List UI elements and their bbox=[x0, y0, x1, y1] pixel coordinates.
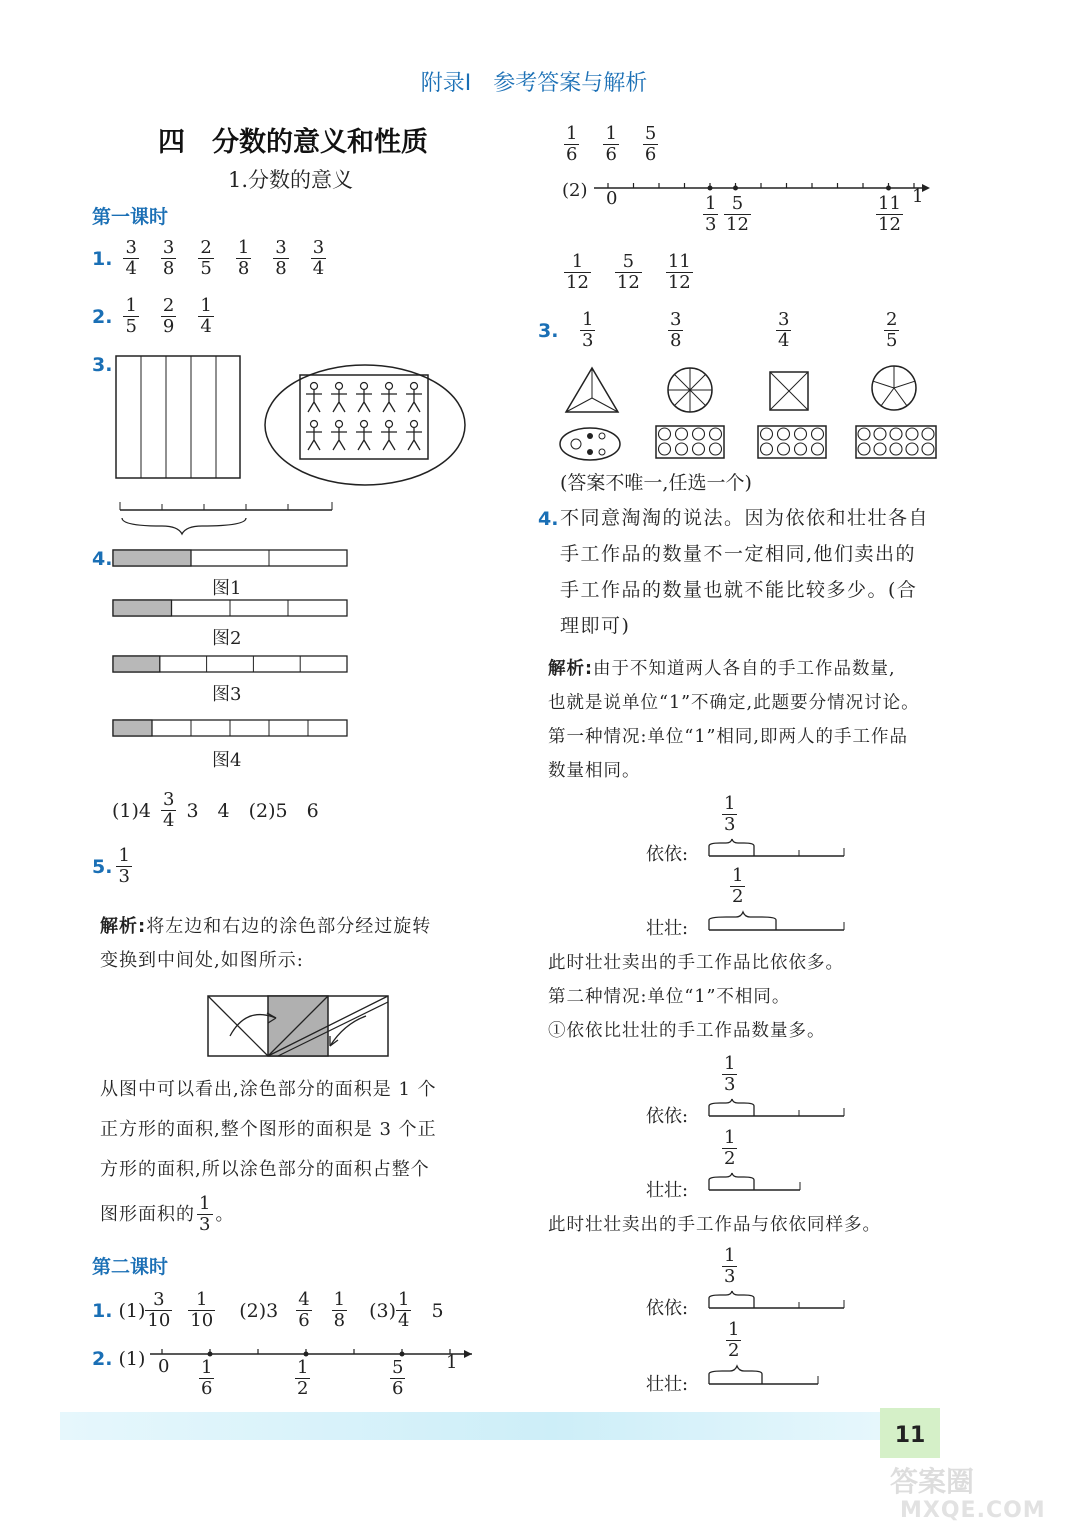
box-eight-circles-circle bbox=[676, 443, 688, 455]
person-body bbox=[406, 390, 422, 412]
q4r-line1: 不同意淘淘的说法。因为依依和壮壮各自 bbox=[560, 507, 930, 529]
q5-analysis-label: 解析: bbox=[100, 916, 147, 937]
q5-analysis-line3: 从图中可以看出,涂色部分的面积是 1 个 bbox=[100, 1079, 437, 1100]
q4r-analysis-line1: 由于不知道两人各自的手工作品数量, bbox=[593, 659, 896, 679]
box-eight-circles-circle bbox=[659, 443, 671, 455]
watermark-logo: 答案圈 bbox=[890, 1465, 975, 1498]
box-ten-circles-circle bbox=[922, 443, 934, 455]
q1-number: 1. bbox=[92, 247, 113, 270]
q4r-analysis-mid bbox=[548, 946, 958, 1048]
right-top-fracs bbox=[552, 124, 670, 165]
q4r-analysis-line4: 数量相同。 bbox=[548, 761, 641, 781]
person-body bbox=[356, 428, 372, 450]
numline2-zero: 0 bbox=[606, 188, 618, 209]
person-head bbox=[386, 383, 393, 390]
d1-yiyi-bar bbox=[706, 838, 848, 862]
numline2-point bbox=[886, 186, 891, 191]
q4-answer bbox=[112, 790, 319, 831]
box-eight-circles-circle bbox=[693, 443, 705, 455]
box-eight-circles bbox=[656, 426, 724, 458]
q1-fraction-6: $\frac{3}{4}$ bbox=[312, 237, 325, 279]
person-head bbox=[311, 383, 318, 390]
d1-yiyi-frac: $\frac{1}{3}$ bbox=[724, 793, 736, 835]
l2q2-part1: (1) bbox=[118, 1348, 146, 1370]
q1-fraction-4: $\frac{1}{8}$ bbox=[237, 237, 250, 279]
q3-diagram-people bbox=[262, 362, 468, 488]
person-body bbox=[306, 428, 322, 450]
q4-answer-part1: (1)4 bbox=[112, 799, 152, 822]
right-top-fractions bbox=[552, 124, 670, 165]
right-fraction-2-1: $\frac{1}{12}$ bbox=[566, 251, 589, 293]
q5-analysis-line4: 正方形的面积,整个图形的面积是 3 个正 bbox=[100, 1119, 437, 1140]
l2q1-number: 1. bbox=[92, 1299, 113, 1322]
l2q1-frac4: $\frac{1}{8}$ bbox=[333, 1289, 346, 1331]
person-body bbox=[356, 390, 372, 412]
d1-zhuang-frac: $\frac{1}{2}$ bbox=[732, 865, 744, 907]
d3-zhuang-bar bbox=[706, 1364, 824, 1390]
d3-zhuang-frac: $\frac{1}{2}$ bbox=[728, 1319, 740, 1361]
watermark-url: MXQE.COM bbox=[900, 1498, 1046, 1523]
q5-analysis-line5: 方形的面积,所以涂色部分的面积占整个 bbox=[100, 1159, 430, 1180]
q4-caption-1: 图1 bbox=[212, 578, 242, 599]
box-eight-circles-b-circle bbox=[778, 443, 790, 455]
person-body bbox=[406, 428, 422, 450]
footer-band bbox=[60, 1412, 880, 1440]
q4-bar-1 bbox=[113, 550, 347, 566]
q1-fraction-2: $\frac{3}{8}$ bbox=[162, 237, 175, 279]
numline2-point bbox=[733, 186, 738, 191]
q3r-number: 3. bbox=[538, 320, 559, 342]
right-fracs-2 bbox=[552, 252, 705, 293]
q4r-analysis-after1: 此时壮壮卖出的手工作品比依依多。 bbox=[548, 953, 844, 973]
q3r-frac-4: $\frac{2}{5}$ bbox=[886, 309, 898, 351]
l2q1-frac5: $\frac{1}{4}$ bbox=[398, 1289, 410, 1331]
q2-fraction-2: $\frac{2}{9}$ bbox=[162, 295, 175, 337]
box-ten-circles-circle bbox=[858, 443, 870, 455]
l2q1-frac2: $\frac{1}{10}$ bbox=[190, 1289, 214, 1331]
box-eight-circles-circle bbox=[710, 428, 722, 440]
l2q2-number-line bbox=[148, 1346, 480, 1406]
person-icon bbox=[356, 383, 372, 413]
person-body bbox=[381, 428, 397, 450]
q5-number: 5. bbox=[92, 855, 113, 878]
q4-bar-3 bbox=[113, 656, 347, 672]
q4-caption-2: 图2 bbox=[212, 628, 242, 649]
q4r-analysis bbox=[548, 652, 958, 788]
d3-yiyi-frac: $\frac{1}{3}$ bbox=[724, 1245, 736, 1287]
section-title: 1.分数的意义 bbox=[228, 168, 354, 192]
d3-yiyi-label: 依依: bbox=[646, 1298, 689, 1319]
l2q2-point bbox=[400, 1352, 405, 1357]
q4r-number: 4. bbox=[538, 508, 559, 530]
right-fraction-2-3: $\frac{11}{12}$ bbox=[667, 251, 691, 293]
box-ten-circles bbox=[856, 426, 936, 458]
box-ten-circles-circle bbox=[874, 428, 886, 440]
q4-answer-fraction: $\frac{3}{4}$ bbox=[163, 789, 175, 831]
q1-fraction-1: $\frac{3}{4}$ bbox=[125, 237, 137, 279]
q1-fraction-5: $\frac{3}{8}$ bbox=[275, 237, 287, 279]
page-header: 附录Ⅰ 参考答案与解析 bbox=[420, 71, 648, 96]
q4r-analysis-case2: 第二种情况:单位“1”不相同。 bbox=[548, 987, 791, 1007]
q1-row bbox=[92, 238, 337, 279]
l2q2-number: 2. bbox=[92, 1348, 113, 1370]
l2q1-part2: (2)3 bbox=[239, 1299, 279, 1322]
d2-zhuang-label: 壮壮: bbox=[646, 1180, 689, 1201]
box-eight-circles-circle bbox=[659, 428, 671, 440]
l2q2-label bbox=[92, 1342, 145, 1376]
q2-fraction-1: $\frac{1}{5}$ bbox=[125, 295, 137, 337]
q4r-analysis-after2: 此时壮壮卖出的手工作品与依依同样多。 bbox=[548, 1215, 881, 1235]
q4-bar-2 bbox=[113, 600, 347, 616]
person-icon bbox=[331, 383, 347, 413]
q4-bar-4 bbox=[113, 720, 347, 736]
l2q1-row bbox=[92, 1290, 444, 1331]
l2q1-part3: (3) bbox=[369, 1299, 397, 1322]
box-ten-circles-circle bbox=[922, 428, 934, 440]
q3-people-box bbox=[300, 375, 428, 459]
q2-fractions bbox=[112, 296, 224, 337]
q4r-line2: 手工作品的数量不一定相同,他们卖出的 bbox=[560, 543, 917, 565]
person-icon bbox=[306, 383, 322, 413]
person-icon bbox=[331, 421, 347, 451]
chapter-title: 四 分数的意义和性质 bbox=[158, 127, 428, 158]
d2-yiyi-label: 依依: bbox=[646, 1106, 689, 1127]
box-eight-circles-b bbox=[758, 426, 826, 458]
person-head bbox=[361, 383, 368, 390]
box-eight-circles-frame bbox=[656, 426, 724, 458]
person-icon bbox=[406, 383, 422, 413]
q5-analysis-line6: 图形面积的 bbox=[100, 1203, 195, 1225]
d1-zhuang-label: 壮壮: bbox=[646, 918, 689, 939]
l2q2-one: 1 bbox=[446, 1352, 458, 1373]
l2q2-point bbox=[208, 1352, 213, 1357]
l2q2-point bbox=[304, 1352, 309, 1357]
l2q2-mark-2: $\frac{1}{2}$ bbox=[297, 1357, 309, 1399]
l2q1-part1: (1) bbox=[118, 1299, 146, 1322]
box-ten-circles-circle bbox=[890, 443, 902, 455]
circle-eighths-shape bbox=[668, 368, 712, 412]
q4r-line4: 理即可) bbox=[560, 615, 631, 637]
box-eight-circles-circle bbox=[710, 443, 722, 455]
q5-row bbox=[92, 846, 142, 887]
q4r-analysis-line3: 第一种情况:单位“1”相同,即两人的手工作品 bbox=[548, 727, 908, 747]
q3-brace bbox=[122, 518, 246, 534]
box-ten-circles-circle bbox=[858, 428, 870, 440]
l2q1-frac1: $\frac{3}{10}$ bbox=[147, 1289, 171, 1331]
q3r-frac-2: $\frac{3}{8}$ bbox=[670, 309, 682, 351]
lesson-1-title: 第一课时 bbox=[92, 206, 169, 228]
right-fraction-2-2: $\frac{5}{12}$ bbox=[616, 251, 640, 293]
q3-number: 3. bbox=[92, 354, 113, 376]
numline2-point bbox=[708, 186, 713, 191]
q5-analysis-line2: 变换到中间处,如图所示: bbox=[100, 950, 304, 971]
d1-yiyi-label: 依依: bbox=[646, 844, 689, 865]
person-icon bbox=[381, 383, 397, 413]
q4-caption-3: 图3 bbox=[212, 684, 242, 705]
l2q2-mark-3: $\frac{5}{6}$ bbox=[392, 1357, 404, 1399]
box-ten-circles-circle bbox=[906, 428, 918, 440]
l2q2-arrow bbox=[464, 1350, 472, 1358]
person-icon bbox=[381, 421, 397, 451]
lesson-2-title: 第二课时 bbox=[92, 1256, 169, 1278]
box-eight-circles-circle bbox=[676, 428, 688, 440]
q3-rectangle bbox=[116, 356, 240, 478]
box-eight-circles-b-circle bbox=[812, 443, 824, 455]
circle-fifths-shape bbox=[872, 366, 916, 410]
q5-analysis-cont bbox=[100, 1070, 510, 1235]
box-eight-circles-b-circle bbox=[795, 428, 807, 440]
q2-number: 2. bbox=[92, 305, 113, 328]
numline2-mark-3: $\frac{11}{12}$ bbox=[878, 193, 901, 235]
box-eight-circles-circle bbox=[693, 428, 705, 440]
person-icon bbox=[406, 421, 422, 451]
l2q2-zero: 0 bbox=[158, 1356, 170, 1377]
q4r-analysis-label: 解析: bbox=[548, 659, 593, 679]
q3r-shapes bbox=[556, 364, 946, 464]
d1-zhuang-bar bbox=[706, 910, 848, 936]
box-eight-circles-b-circle bbox=[778, 428, 790, 440]
q5-fraction: $\frac{1}{3}$ bbox=[118, 845, 130, 887]
person-icon bbox=[306, 421, 322, 451]
q4-number: 4. bbox=[92, 548, 113, 570]
triangle-shape bbox=[566, 368, 618, 412]
l2q2-ticks bbox=[162, 1349, 450, 1357]
q3r-frac-1: $\frac{1}{3}$ bbox=[582, 309, 594, 351]
d3-yiyi-bar bbox=[706, 1290, 848, 1314]
person-body bbox=[331, 428, 347, 450]
q4-answer-part2: 3 4 (2)5 6 bbox=[186, 799, 319, 822]
q4r-line3: 手工作品的数量也就不能比较多少。(合 bbox=[560, 579, 918, 601]
person-head bbox=[336, 383, 343, 390]
d2-zhuang-frac: $\frac{1}{2}$ bbox=[724, 1127, 736, 1169]
q1-fraction-3: $\frac{2}{5}$ bbox=[200, 237, 212, 279]
person-head bbox=[411, 383, 418, 390]
numline2-mark-1: $\frac{1}{3}$ bbox=[705, 193, 717, 235]
person-head bbox=[386, 421, 393, 428]
right-top-fraction-2: $\frac{1}{6}$ bbox=[605, 123, 617, 165]
box-eight-circles-b-frame bbox=[758, 426, 826, 458]
q3r-note: (答案不唯一,任选一个) bbox=[560, 472, 752, 494]
person-body bbox=[331, 390, 347, 412]
q5-analysis-fraction: $\frac{1}{3}$ bbox=[199, 1193, 212, 1235]
box-eight-circles-b-circle bbox=[761, 443, 773, 455]
q4r-text bbox=[560, 500, 960, 644]
numline2-one: 1 bbox=[912, 186, 924, 207]
l2q1-part4: 5 bbox=[431, 1299, 444, 1322]
person-head bbox=[361, 421, 368, 428]
numline2-label: (2) bbox=[562, 180, 588, 201]
person-body bbox=[306, 390, 322, 412]
page-number: 11 bbox=[880, 1408, 940, 1458]
l2q2-mark-1: $\frac{1}{6}$ bbox=[201, 1357, 213, 1399]
person-icon bbox=[356, 421, 372, 451]
q4-caption-4: 图4 bbox=[212, 750, 242, 771]
box-eight-circles-b-circle bbox=[812, 428, 824, 440]
square-cross-shape bbox=[770, 372, 808, 410]
right-top-fraction-1: $\frac{1}{6}$ bbox=[566, 123, 578, 165]
oval-dots-shape bbox=[560, 428, 620, 460]
q5-analysis bbox=[100, 910, 510, 978]
q3r-frac-3: $\frac{3}{4}$ bbox=[778, 309, 790, 351]
d2-yiyi-frac: $\frac{1}{3}$ bbox=[724, 1053, 736, 1095]
box-ten-circles-circle bbox=[906, 443, 918, 455]
q3r-box-grids bbox=[656, 426, 936, 458]
d3-zhuang-label: 壮壮: bbox=[646, 1374, 689, 1395]
person-head bbox=[336, 421, 343, 428]
box-eight-circles-b-circle bbox=[761, 428, 773, 440]
q1-fractions bbox=[112, 238, 337, 279]
q4r-analysis-case2a: ①依依比壮壮的手工作品数量多。 bbox=[548, 1021, 826, 1041]
person-head bbox=[311, 421, 318, 428]
numline2-mark-2: $\frac{5}{12}$ bbox=[726, 193, 749, 235]
q5-rotation-diagram bbox=[206, 994, 390, 1058]
q5-analysis-line1: 将左边和右边的涂色部分经过旋转 bbox=[146, 916, 432, 937]
box-ten-circles-circle bbox=[890, 428, 902, 440]
box-ten-circles-circle bbox=[874, 443, 886, 455]
d2-yiyi-bar bbox=[706, 1098, 848, 1122]
q2-fraction-3: $\frac{1}{4}$ bbox=[200, 295, 212, 337]
q2-row bbox=[92, 296, 225, 337]
q4r-analysis-line2: 也就是说单位“1”不确定,此题要分情况讨论。 bbox=[548, 693, 920, 713]
box-eight-circles-b-circle bbox=[795, 443, 807, 455]
person-body bbox=[381, 390, 397, 412]
numline2-ticks bbox=[608, 183, 914, 191]
right-top-fraction-3: $\frac{5}{6}$ bbox=[644, 123, 657, 165]
l2q1-frac3: $\frac{4}{6}$ bbox=[298, 1289, 310, 1331]
right-fractions-2 bbox=[552, 252, 705, 293]
person-head bbox=[411, 421, 418, 428]
q3-people-group bbox=[306, 383, 422, 451]
q5-analysis-end: 。 bbox=[215, 1203, 235, 1225]
d2-zhuang-bar bbox=[706, 1172, 806, 1196]
